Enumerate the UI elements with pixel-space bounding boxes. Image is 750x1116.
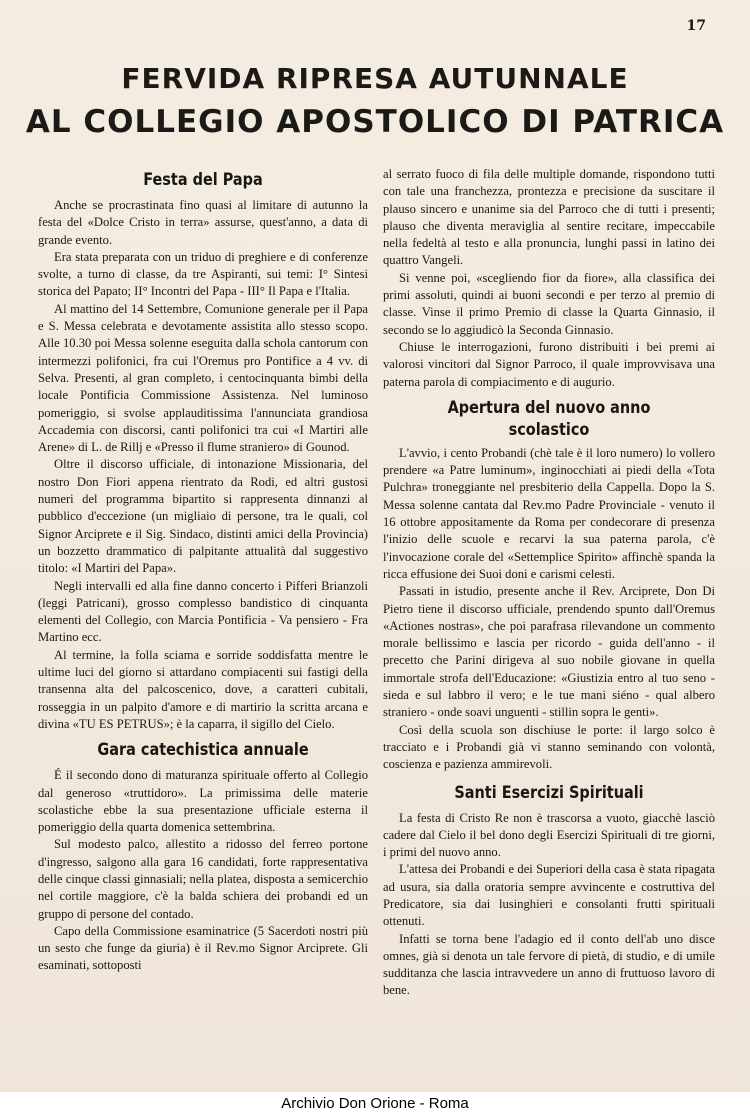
paragraph: L'avvio, i cento Probandi (chè tale è il loro numero) lo vollero prendere «a Patre luminum», inginocchiati ai piedi della «Tota Pulchra» troneggiante nel presbiterio della Cappella. Dopo la S. Messa solenne cantata dal Rev.mo Padre Provinciale - venuto il 16 ottobre appositamente da Roma per condecorare di presenza l'inizio delle scuole e recarvi la sua paterna parola, c'è l'invocazione corale del «Settemplice Spirito» affinchè spanda la ricca effusione dei Suoi doni e carismi celesti. (383, 445, 715, 581)
paragraph: Infatti se torna bene l'adagio ed il conto dell'ab uno disce omnes, già si denota un tale fervore di pietà, di studio, e di umile sudditanza che lascia intravvedere un anno di fruttuoso lavoro di bene. (383, 931, 715, 998)
paragraph: Negli intervalli ed alla fine danno concerto i Pifferi Brianzoli (leggi Patricani), grosso complesso bandistico di cinquanta elementi del Collegio, con Marcia Pontificia - Va pensiero - Fra Martino ecc. (38, 578, 368, 645)
page-number: 17 (686, 18, 706, 34)
headline-line-1: FERVIDA RIPRESA AUTUNNALE (121, 62, 629, 95)
paragraph: É il secondo dono di maturanza spirituale offerto al Collegio dal generoso «truttidoro». La primissima delle materie scolastiche ebbe la sua presentazione ufficiale esterna il pomeriggio della quarta domenica settembrina. (38, 768, 368, 835)
paragraph: Anche se procrastinata fino quasi al limitare di autunno la festa del «Dolce Cristo in terra» assurse, quest'anno, a data di grande evento. (38, 198, 368, 247)
section-title-esercizi-spirituali: Santi Esercizi Spirituali (454, 782, 644, 803)
paragraph: Oltre il discorso ufficiale, di intonazione Missionaria, del nostro Don Fiori appena rientrato da Rodi, ed altri gustosi numeri del programma bipartito si rappresenta dinnanzi al pubblico d'eccezione (un migliaio di persone, tra le quali, col Signor Arciprete e il Sig. Sindaco, distinti amici della Provincia) un bozzetto drammatico di palpitante attualità dal suggestivo titolo: «I Martiri del Papa». (38, 457, 368, 576)
archive-footer: Archivio Don Orione - Roma (0, 1092, 750, 1116)
paragraph: Si venne poi, «scegliendo fior da fiore», alla classifica dei primi assoluti, quindi ai buoni secondi e per terzo al premio di classe. Vinse il primo Premio di classe la Quarta Ginnasio, il secondo se lo aggiudicò la Seconda Ginnasio. (383, 270, 715, 337)
right-column (383, 166, 715, 1000)
paragraph: La festa di Cristo Re non è trascorsa a vuoto, giacchè lasciò cadere dal Cielo il bel dono degli Esercizi Spirituali di tre giorni, i primi del nuovo anno. (383, 810, 715, 860)
paragraph: Sul modesto palco, allestito a ridosso del ferreo portone d'ingresso, salgono alla gara 16 candidati, forte rappresentativa delle cinque classi ginnasiali; nella platea, disposta a semicerchio nel cortile maggiore, c'è la balda schiera dei probandi ed un gruppo di persone del contado. (38, 837, 368, 921)
headline-line-2: AL COLLEGIO APOSTOLICO DI PATRICA (25, 104, 725, 140)
paragraph: Così della scuola son dischiuse le porte: il largo solco è tracciato e i Probandi già vi stanno seminando con volontà, coscienza e pazienza ammirevoli. (383, 722, 715, 772)
paragraph: Capo della Commissione esaminatrice (5 Sacerdoti nostri più un sesto che funge da giuria) è il Rev.mo Signor Arciprete. Gli esaminati, sottoposti (38, 923, 368, 973)
paragraph: Passati in istudio, presente anche il Rev. Arciprete, Don Di Pietro tiene il discorso ufficiale, prendendo spunto dall'Oremus «Actiones nostras», che poi parafrasa rilevandone un commento morale bellissimo e lascia per ricordo - guida dell'anno - il precetto che Parini dirigeva al suo nobile giovane in quella immortale strofa dell'Educazione: «Giustizia entro al tuo seno - sieda e sul labbro il vero; e le tue mani siéno - qual albero straniero - onde soavi unguenti - stillin sopra le genti». (383, 584, 715, 720)
section-title-festa-del-papa: Festa del Papa (143, 170, 263, 190)
paragraph: Al mattino del 14 Settembre, Comunione generale per il Papa e S. Messa celebrata e devotamente assistita allo stesso scopo. Alle 10.30 poi Messa solenne eseguita dalla schola cantorum con intermezzi polifonici, fra cui l'Oremus pro Pontifice a 4 vv. di Selva. Presenti, al gran completo, i centocinquanta bimbi della locale Pontificia Commissione Assistenza. Nel luminoso pomeriggio, si svolse applauditissima l'annunciata grandiosa Accademia con discorsi, canti polifonici tra cui «I Martiri alle Arene» di L. de Rillj e «Presso il flume straniero» di Gounod. (38, 301, 368, 455)
left-column (38, 165, 368, 975)
paragraph: Al termine, la folla sciama e sorride soddisfatta mentre le ultime luci del giorno si attardano compiacenti sui fastigi della transenna alta del palcoscenico, dove, a caratteri cubitali, rosseggia in un palpito d'amore e di martirio la scritta arcana e divina «TU ES PETRUS»; è la caparra, il sigillo del Cielo. (38, 647, 368, 731)
paragraph: L'attesa dei Probandi e dei Superiori della casa è stata ripagata ad usura, sia dalla oratoria sempre avvincente e costruttiva del Predicatore, sia dai lusinghieri e consolanti frutti spirituali ottenuti. (383, 862, 715, 929)
section-title-gara-catechistica: Gara catechistica annuale (97, 740, 309, 761)
paragraph: Era stata preparata con un triduo di preghiere e di conferenze svolte, a turno di classe, da tre Aspiranti, sui temi: I° Sintesi storica del Papato; II° Incontri del Papa - III° Il Papa e l'Italia. (38, 249, 368, 299)
paragraph: al serrato fuoco di fila delle multiple domande, rispondono tutti con tale una franchezza, prontezza e precisione da suscitare il plauso sincero e unanime sia del Parroco che di tutti i presenti; plauso che diventa meraviglia al sentire recitare, impeccabile nella fedeltà al testo e alla pronuncia, lunghi passi in latino dei quattro Vangeli. (383, 167, 715, 268)
paragraph: Chiuse le interrogazioni, furono distribuiti i bei premi ai valorosi vincitori dal Signor Parroco, il quale improvvisava una paterna parola di compiacimento e di augurio. (383, 339, 715, 389)
section-title-apertura-anno: Apertura del nuovo anno scolastico (447, 397, 651, 440)
